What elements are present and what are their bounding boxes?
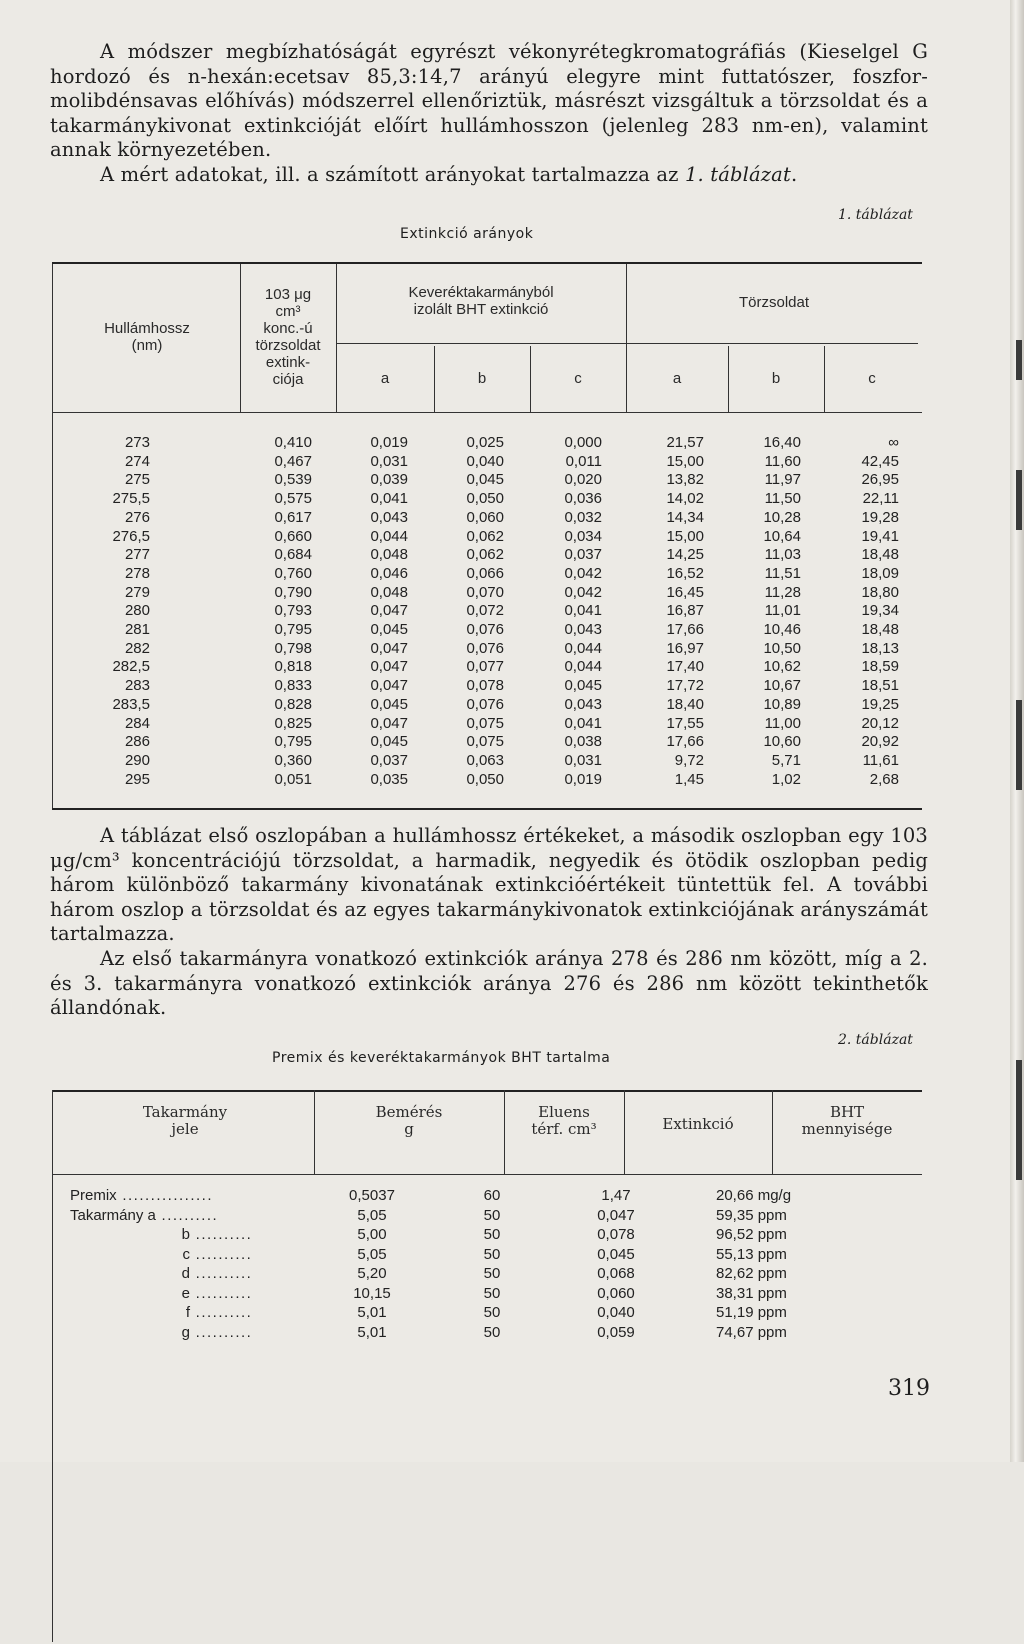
table-cell: 0,760: [274, 564, 312, 582]
table-cell: 18,40: [666, 695, 704, 713]
table-cell: 0,045: [370, 695, 408, 713]
table-cell: 0,575: [274, 490, 312, 508]
table-cell: 10,89: [763, 695, 801, 713]
table-row: [52, 677, 899, 696]
intro-paragraph-2: [50, 163, 928, 188]
table-cell: 10,28: [763, 508, 801, 526]
table-row: [52, 640, 899, 659]
table-row: [52, 602, 899, 621]
table-cell: 274: [124, 452, 150, 470]
table-cell: 5,71: [771, 751, 801, 769]
table-cell: 17,40: [666, 658, 704, 676]
leader-dots: ................: [116, 1187, 214, 1204]
header-feed-group: [336, 284, 626, 318]
intro-text: [50, 40, 928, 188]
intro-paragraph-1: A módszer megbízhatóságát egyrészt vékonyrétegkromatográfiás (Kieselgel G hordozó és n-hexán:ecetsav 85,3:14,7 arányú elegyre mint futtatószer, foszfor-molibdénsavas előhívás) módszerrel ellenőriztük, másrészt vizsgáltuk a törzsoldat és a takarmánykivonat extinkcióját előírt hullámhosszon (jelenleg 283 nm-en), valamint annak környezetében.: [50, 40, 928, 162]
table-cell: 1,47: [601, 1187, 631, 1204]
table-cell: 19,41: [861, 527, 899, 545]
table-cell: 0,062: [466, 546, 504, 564]
table-cell: 15,00: [666, 452, 704, 470]
table-row: [52, 584, 899, 603]
table-cell: 0,795: [274, 733, 312, 751]
table-cell: 0,060: [597, 1284, 635, 1302]
table-cell: 0,047: [370, 658, 408, 676]
table-cell: 10,64: [763, 527, 801, 545]
leader-dots: ..........: [190, 1304, 253, 1321]
table-row: [70, 1245, 830, 1265]
table-cell: 0,076: [466, 695, 504, 713]
table-row: [52, 434, 899, 453]
table-cell: 0,039: [370, 471, 408, 489]
table-cell: 50: [483, 1284, 501, 1302]
table-cell: 0,793: [274, 602, 312, 620]
feed-label: Takarmány a: [70, 1206, 156, 1224]
table-cell: 0,045: [597, 1245, 635, 1263]
table-row: [52, 471, 899, 490]
table-cell: 0,047: [370, 714, 408, 732]
table-cell: 50: [483, 1206, 501, 1224]
table-cell: 1,45: [674, 770, 704, 788]
header-wavelength: [72, 320, 222, 354]
table-cell: 17,66: [666, 621, 704, 639]
table-cell: 284: [124, 714, 150, 732]
table-row: [70, 1303, 830, 1323]
header-sub-b1: b: [477, 370, 487, 387]
bht-data-body: [70, 1186, 830, 1342]
table-cell: 0,043: [370, 508, 408, 526]
table-row: [70, 1225, 830, 1245]
table-cell: 0,075: [466, 714, 504, 732]
table-cell: 96,52 ppm: [716, 1226, 787, 1243]
table-cell: 5,01: [357, 1323, 387, 1341]
table-cell: 17,66: [666, 733, 704, 751]
table-cell: 0,045: [370, 621, 408, 639]
table-cell: 0,025: [466, 434, 504, 451]
table-cell: 1,02: [771, 770, 801, 788]
leader-dots: ..........: [190, 1323, 253, 1341]
header-feed-id-line2: jele: [171, 1120, 199, 1138]
table-cell: 0,046: [370, 564, 408, 582]
table-cell: 0,045: [564, 677, 602, 695]
header-stock-line2: cm³: [275, 303, 301, 320]
table-cell: 18,48: [861, 546, 899, 564]
table-cell: 0,070: [466, 583, 504, 601]
table-cell: 5,05: [357, 1206, 387, 1224]
header-feed-line1: Keveréktakarmányból: [408, 284, 554, 301]
table-cell: 14,25: [666, 546, 704, 564]
table-cell: 51,19 ppm: [716, 1304, 787, 1321]
table-cell: 50: [483, 1265, 501, 1282]
table2-label: 2. táblázat: [838, 1032, 913, 1048]
table-cell: 13,82: [666, 471, 704, 489]
feed-label: b: [181, 1226, 190, 1243]
table-cell: 0,032: [564, 508, 602, 526]
table-cell: 19,25: [861, 695, 899, 713]
table-cell: 0,035: [370, 770, 408, 788]
middle-text: [50, 824, 928, 1021]
table-cell: 5,00: [357, 1226, 387, 1243]
table-cell: 0,043: [564, 621, 602, 639]
table-cell: 0,031: [564, 751, 602, 769]
leader-dots: ..........: [190, 1284, 253, 1302]
table-cell: 10,60: [763, 733, 801, 751]
header-sub-a1: a: [380, 370, 390, 387]
table-cell: 0,795: [274, 621, 312, 639]
header-stock-line6: ciója: [272, 371, 304, 388]
table-cell: 0,038: [564, 733, 602, 751]
header-feed-id-line1: Takarmány: [142, 1103, 228, 1121]
table-cell: 0,037: [370, 751, 408, 769]
table-cell: 280: [124, 602, 150, 620]
table-cell: 0,075: [466, 733, 504, 751]
table-cell: 276: [124, 508, 150, 526]
table-cell: 10,15: [353, 1284, 391, 1302]
header-bht: [772, 1104, 922, 1138]
table-cell: 0,050: [466, 770, 504, 788]
table-cell: 0,617: [274, 508, 312, 526]
table-cell: 82,62 ppm: [716, 1265, 787, 1282]
table-cell: 0,020: [564, 471, 602, 489]
table-cell: 2,68: [869, 770, 899, 788]
table-cell: 273: [124, 434, 150, 451]
table-cell: 0,044: [370, 527, 408, 545]
header-stock-group: Törzsoldat: [738, 294, 810, 311]
table-cell: 74,67 ppm: [716, 1323, 787, 1341]
table-cell: 50: [483, 1245, 501, 1263]
table-row: [70, 1186, 830, 1206]
header-bht-line1: BHT: [829, 1103, 865, 1121]
table-cell: 16,87: [666, 602, 704, 620]
header-stock-extinction: [240, 286, 336, 388]
table-cell: 286: [124, 733, 150, 751]
table-cell: 0,041: [564, 602, 602, 620]
table-cell: 11,51: [764, 564, 801, 582]
table-cell: 0,043: [564, 695, 602, 713]
header-sub-c2: c: [868, 370, 876, 387]
middle-paragraph-2: Az első takarmányra vonatkozó extinkciók aránya 278 és 286 nm között, míg a 2. és 3. takarmányra vonatkozó extinkciók aránya 276 és 286 nm között tekinthetők állandónak.: [50, 946, 928, 1020]
table-cell: 38,31 ppm: [716, 1284, 787, 1302]
leader-dots: ..........: [155, 1206, 219, 1224]
table-cell: 0,011: [565, 452, 602, 470]
table-cell: 0,019: [564, 770, 602, 788]
table-cell: 11,60: [764, 452, 801, 470]
table-row: [52, 621, 899, 640]
table-cell: 281: [124, 621, 150, 639]
table2-title: Premix és keveréktakarmányok BHT tartalma: [272, 1050, 611, 1066]
table-cell: 0,833: [274, 677, 312, 695]
table-cell: 55,13 ppm: [716, 1245, 787, 1263]
table-cell: 20,92: [861, 733, 899, 751]
table-cell: [70, 1186, 302, 1206]
table-cell: 16,45: [666, 583, 704, 601]
header-stock-line3: konc.-ú: [263, 320, 313, 337]
table-cell: 277: [124, 546, 150, 564]
table-cell: 50: [483, 1304, 501, 1321]
table-cell: 14,02: [666, 490, 704, 508]
table-cell: 0,036: [564, 490, 602, 508]
table-cell: 11,61: [862, 751, 899, 769]
leader-dots: ..........: [190, 1245, 253, 1263]
header-bht-line2: mennyisége: [801, 1120, 893, 1138]
table-cell: 279: [124, 583, 150, 601]
table-cell: 0,072: [466, 602, 504, 620]
table-cell: 0,047: [370, 639, 408, 657]
table-cell: 0,047: [597, 1206, 635, 1224]
table-cell: 0,040: [466, 452, 504, 470]
table-cell: 0,044: [564, 658, 602, 676]
table-cell: 0,410: [274, 434, 312, 451]
table-cell: 18,80: [861, 583, 899, 601]
table-cell: 0,044: [564, 639, 602, 657]
table-row: [52, 546, 899, 565]
table-cell: [70, 1284, 302, 1304]
feed-label: Premix: [70, 1187, 117, 1204]
table-cell: 59,35 ppm: [716, 1206, 787, 1224]
table-cell: 0,037: [564, 546, 602, 564]
table-cell: 0,076: [466, 639, 504, 657]
table-cell: 11,28: [764, 583, 801, 601]
table-cell: 21,57: [666, 434, 704, 451]
table-cell: 11,00: [764, 714, 801, 732]
header-extinction: Extinkció: [662, 1115, 734, 1133]
table-cell: 282: [124, 639, 150, 657]
table-cell: 275,5: [112, 490, 150, 508]
table-row: [70, 1264, 830, 1284]
table-cell: 26,95: [861, 471, 899, 489]
table-cell: 0,078: [466, 677, 504, 695]
table-row: [52, 696, 899, 715]
leader-dots: ..........: [190, 1226, 253, 1243]
table-row: [52, 528, 899, 547]
table-cell: 295: [124, 770, 150, 788]
table-cell: 278: [124, 564, 150, 582]
table-cell: 42,45: [861, 452, 899, 470]
table1-reference: 1. táblázat: [684, 162, 791, 186]
table-cell: 0,068: [597, 1265, 635, 1282]
table-cell: 10,67: [763, 677, 801, 695]
table-cell: 0,051: [274, 770, 312, 788]
table-cell: 283: [124, 677, 150, 695]
table1-title: Extinkció arányok: [400, 226, 534, 242]
table-cell: 282,5: [112, 658, 150, 676]
table-cell: 0,660: [274, 527, 312, 545]
table-cell: [70, 1323, 302, 1343]
table-cell: 50: [483, 1226, 501, 1243]
table-cell: 0,031: [370, 452, 408, 470]
table-cell: 0,048: [370, 546, 408, 564]
table-cell: 0,048: [370, 583, 408, 601]
table-cell: 290: [124, 751, 150, 769]
table-cell: 0,828: [274, 695, 312, 713]
table-cell: 0,042: [564, 564, 602, 582]
table-cell: 50: [483, 1323, 501, 1341]
table-cell: 0,066: [466, 564, 504, 582]
table-cell: 0,078: [597, 1226, 635, 1243]
table-cell: [70, 1245, 302, 1265]
table-cell: 0,076: [466, 621, 504, 639]
header-weight: [314, 1104, 504, 1138]
table-row: [52, 715, 899, 734]
table-cell: 0,034: [564, 527, 602, 545]
page-edge: [1010, 0, 1024, 1462]
header-sub-b2: b: [771, 370, 781, 387]
table-cell: 0,050: [466, 490, 504, 508]
header-sub-c1: c: [574, 370, 582, 387]
feed-label: g: [181, 1323, 190, 1341]
feed-label: f: [185, 1304, 190, 1321]
table-row: [52, 490, 899, 509]
page-number: 319: [888, 1376, 930, 1401]
table-cell: ∞: [888, 434, 899, 451]
feed-label: c: [182, 1245, 190, 1263]
table-cell: 5,20: [357, 1265, 387, 1282]
header-stock-line4: törzsoldat: [255, 337, 321, 354]
table-cell: 0,041: [370, 490, 408, 508]
feed-label: d: [181, 1265, 190, 1282]
table-cell: 0,077: [466, 658, 504, 676]
table-cell: 19,34: [861, 602, 899, 620]
table-cell: 0,047: [370, 677, 408, 695]
header-eluent-line2: térf. cm³: [531, 1120, 597, 1138]
header-weight-line2: g: [404, 1120, 414, 1138]
table-cell: 0,045: [370, 733, 408, 751]
table-cell: 0,060: [466, 508, 504, 526]
table-cell: 0,539: [274, 471, 312, 489]
feed-label: e: [181, 1284, 190, 1302]
table-cell: 0,825: [274, 714, 312, 732]
header-eluent-line1: Eluens: [538, 1103, 590, 1121]
table-cell: 0,798: [274, 639, 312, 657]
table-cell: 0,467: [274, 452, 312, 470]
table-cell: 275: [124, 471, 150, 489]
table-row: [52, 733, 899, 752]
table-cell: [70, 1264, 302, 1284]
header-eluent: [504, 1104, 624, 1138]
table-cell: 18,48: [861, 621, 899, 639]
table-row: [52, 771, 899, 790]
intro-p2-prefix: A mért adatokat, ill. a számított arányokat tartalmazza az: [100, 162, 685, 186]
table-cell: 10,62: [763, 658, 801, 676]
table-cell: 0,063: [466, 751, 504, 769]
table-cell: 5,05: [357, 1245, 387, 1263]
header-weight-line1: Bemérés: [375, 1103, 443, 1121]
table-cell: 10,50: [763, 639, 801, 657]
header-stock-line5: extink-: [265, 354, 311, 371]
table-cell: 18,59: [861, 658, 899, 676]
table-cell: 0,045: [466, 471, 504, 489]
table-cell: 0,059: [597, 1323, 635, 1341]
table-cell: 0,5037: [349, 1187, 395, 1204]
table-cell: 0,684: [274, 546, 312, 564]
extinction-ratio-table: [52, 262, 922, 810]
extinction-data-body: [52, 434, 899, 789]
header-wavelength-line1: Hullámhossz: [104, 320, 190, 337]
table-cell: 17,55: [666, 714, 704, 732]
table-cell: [70, 1225, 302, 1245]
table-cell: 0,062: [466, 527, 504, 545]
table-cell: 0,360: [274, 751, 312, 769]
table-cell: 60: [483, 1187, 501, 1204]
table-row: [52, 453, 899, 472]
table-cell: 18,51: [861, 677, 899, 695]
table-cell: [70, 1206, 302, 1226]
table-row: [52, 509, 899, 528]
table-row: [70, 1206, 830, 1226]
table-cell: 0,000: [564, 434, 602, 451]
bht-content-table: [52, 1090, 922, 1642]
table-cell: 9,72: [674, 751, 704, 769]
table-cell: 20,66 mg/g: [716, 1187, 792, 1204]
table-cell: 0,040: [597, 1304, 635, 1321]
table-row: [52, 658, 899, 677]
middle-paragraph-1: A táblázat első oszlopában a hullámhossz értékeket, a második oszlopban egy 103 μg/cm³ koncentrációjú törzsoldat, a harmadik, negyedik és ötödik oszlopban pedig három különböző takarmány kivonatának extinkcióértékeit tüntettük fel. A további három oszlop a törzsoldat és az egyes takarmánykivonatok extinkciójának arányszámát tartalmazza.: [50, 824, 928, 946]
table-cell: 0,042: [564, 583, 602, 601]
table-cell: 11,01: [764, 602, 801, 620]
header-wavelength-line2: (nm): [131, 337, 163, 354]
table-cell: 11,97: [764, 471, 801, 489]
table-cell: 15,00: [666, 527, 704, 545]
table-cell: 17,72: [666, 677, 704, 695]
intro-p2-suffix: .: [790, 162, 798, 186]
table-cell: 0,790: [274, 583, 312, 601]
table-row: [52, 565, 899, 584]
header-stock-line1: 103 μg: [264, 286, 312, 303]
table-cell: 18,09: [861, 564, 899, 582]
leader-dots: ..........: [190, 1265, 253, 1282]
header-sub-a2: a: [672, 370, 682, 387]
table-cell: 16,97: [666, 639, 704, 657]
table-cell: 283,5: [112, 695, 150, 713]
table-row: [52, 752, 899, 771]
table-cell: 5,01: [357, 1304, 387, 1321]
table-cell: 11,50: [764, 490, 801, 508]
table-cell: 18,13: [861, 639, 899, 657]
table-cell: 0,019: [370, 434, 408, 451]
table-cell: 276,5: [112, 527, 150, 545]
table-cell: 0,818: [274, 658, 312, 676]
header-feed-id: [100, 1104, 270, 1138]
header-feed-line2: izolált BHT extinkció: [413, 301, 549, 318]
table-cell: 11,03: [764, 546, 801, 564]
table-row: [70, 1323, 830, 1343]
table-cell: 14,34: [666, 508, 704, 526]
table-cell: 0,041: [564, 714, 602, 732]
table-cell: 20,12: [861, 714, 899, 732]
table-cell: 16,52: [666, 564, 704, 582]
table-cell: 16,40: [763, 434, 801, 451]
table-cell: [70, 1303, 302, 1323]
table-cell: 0,047: [370, 602, 408, 620]
table-cell: 22,11: [862, 490, 899, 508]
table-cell: 19,28: [861, 508, 899, 526]
table-cell: 10,46: [763, 621, 801, 639]
table-row: [70, 1284, 830, 1304]
table1-label: 1. táblázat: [838, 207, 913, 223]
